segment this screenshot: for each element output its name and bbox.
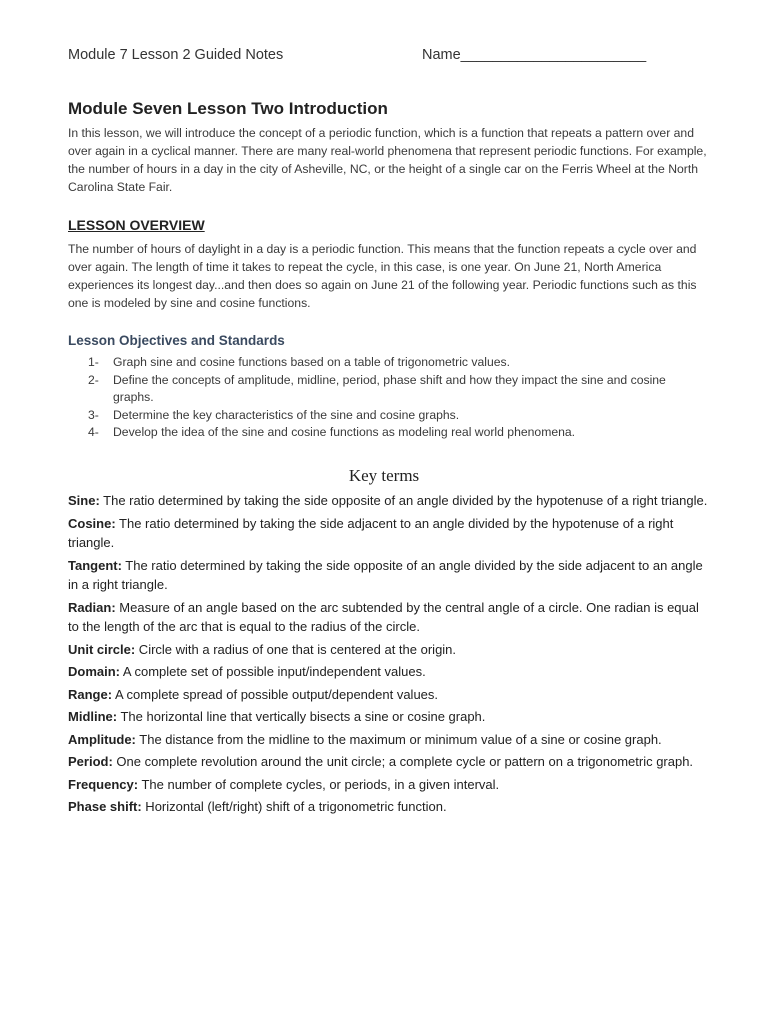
term-definition: The distance from the midline to the maximum or minimum value of a sine or cosine graph.	[135, 731, 662, 747]
objective-number: 1-	[88, 355, 99, 369]
term-definition: The ratio determined by taking the side opposite of an angle divided by the side adjacent to an angle in a right triangle.	[68, 557, 703, 592]
term-cosine	[68, 514, 708, 553]
term-label: Amplitude:	[68, 731, 136, 747]
key-terms-heading: Key terms	[348, 466, 420, 485]
page-header	[68, 47, 698, 67]
objective-text: Graph sine and cosine functions based on a table of trigonometric values.	[113, 355, 511, 369]
objective-text: Define the concepts of amplitude, midline, period, phase shift and how they impact the sine and cosine graphs.	[113, 372, 666, 404]
term-definition: One complete revolution around the unit circle; a complete cycle or pattern on a trigonometric graph.	[112, 754, 694, 769]
term-definition: Measure of an angle based on the arc subtended by the central angle of a circle. One radian is equal to the length of the arc that is equal to the radius of the circle.	[68, 599, 699, 634]
term-range	[68, 685, 708, 705]
key-terms-list	[68, 491, 708, 820]
term-definition: Horizontal (left/right) shift of a trigonometric function.	[141, 799, 447, 814]
term-amplitude	[68, 730, 708, 750]
term-label: Phase shift:	[68, 799, 142, 814]
overview-heading: LESSON OVERVIEW	[68, 217, 205, 233]
term-label: Radian:	[68, 599, 116, 615]
term-definition: The ratio determined by taking the side opposite of an angle divided by the hypotenuse of a right triangle.	[99, 493, 708, 508]
term-label: Sine:	[68, 493, 100, 508]
term-definition: Circle with a radius of one that is centered at the origin.	[135, 641, 457, 657]
objective-item	[88, 354, 708, 372]
term-frequency	[68, 775, 708, 795]
term-label: Cosine:	[68, 515, 116, 531]
term-definition: A complete spread of possible output/dependent values.	[112, 686, 439, 702]
term-unit-circle	[68, 640, 708, 660]
term-sine	[68, 491, 708, 511]
objective-text: Develop the idea of the sine and cosine functions as modeling real world phenomena.	[113, 425, 576, 439]
term-label: Frequency:	[68, 776, 139, 792]
term-definition: A complete set of possible input/independent values.	[120, 664, 426, 679]
term-label: Range:	[68, 686, 113, 702]
term-label: Tangent:	[68, 557, 122, 573]
objective-item	[88, 424, 708, 442]
overview-paragraph: The number of hours of daylight in a day is a periodic function. This means that the function repeats a cycle over and over again. The length of time it takes to repeat the cycle, in this case, is one year. On June 21, North America experiences its longest day...and then does so again on June 21 of the following year. Periodic functions such as this one is modeled by sine and cosine functions.	[68, 242, 697, 310]
intro-heading: Module Seven Lesson Two Introduction	[68, 99, 388, 118]
header-name-field: Name_______________________	[422, 47, 647, 63]
term-radian	[68, 598, 708, 637]
term-definition: The horizontal line that vertically bisects a sine or cosine graph.	[117, 709, 486, 724]
objective-number: 3-	[88, 407, 99, 422]
term-definition: The ratio determined by taking the side adjacent to an angle divided by the hypotenuse of a right triangle.	[68, 515, 674, 550]
term-domain	[68, 662, 708, 682]
term-label: Period:	[68, 754, 113, 769]
term-tangent	[68, 556, 708, 595]
term-definition: The number of complete cycles, or periods, in a given interval.	[138, 776, 500, 792]
intro-paragraph: In this lesson, we will introduce the concept of a periodic function, which is a function that repeats a pattern over and over again in a cyclical manner. There are many real-world phenomena that represent periodic functions. For example, the number of hours in a day in the city of Asheville, NC, or the height of a single car on the Ferris Wheel at the North Carolina State Fair.	[68, 126, 707, 194]
objective-number: 4-	[88, 425, 99, 439]
objectives-list	[88, 354, 708, 442]
header-module-title: Module 7 Lesson 2 Guided Notes	[68, 47, 284, 63]
objective-text: Determine the key characteristics of the sine and cosine graphs.	[113, 407, 460, 422]
term-midline	[68, 707, 708, 727]
objectives-heading: Lesson Objectives and Standards	[68, 333, 285, 348]
objective-item	[88, 372, 708, 407]
term-label: Unit circle:	[68, 641, 136, 657]
objective-number: 2-	[88, 372, 99, 387]
term-label: Midline:	[68, 709, 118, 724]
term-label: Domain:	[68, 664, 120, 679]
term-period	[68, 752, 708, 772]
objective-item	[88, 407, 708, 425]
term-phase-shift	[68, 797, 708, 817]
